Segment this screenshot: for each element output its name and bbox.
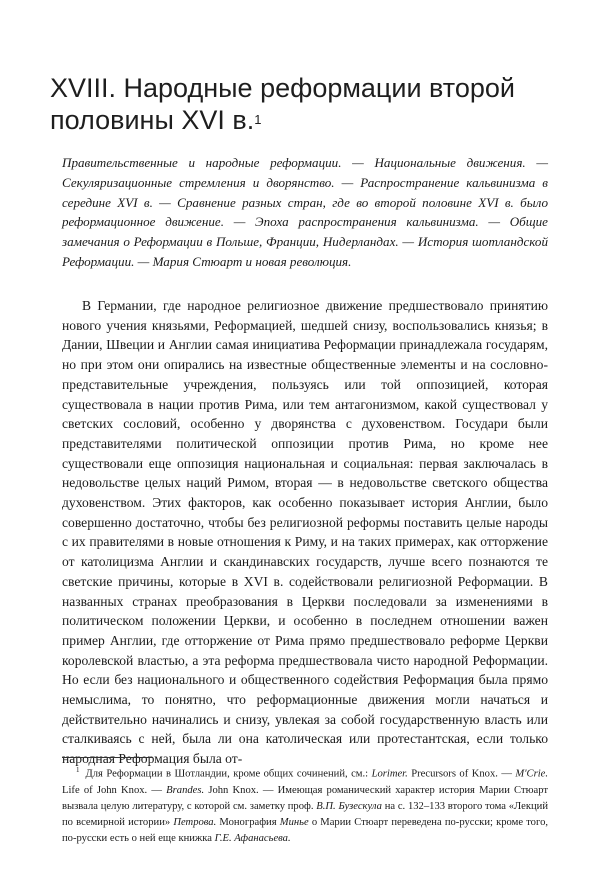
body-paragraph: В Германии, где народное религиозное движение предшествовало принятию нового учения князьями, Реформацией, шедшей снизу, воспользовались князья; в Дании, Швеции и Англии самая инициатива Реформации принадлежала государям, но при этом они опирались на известные общественные элементы и на сословно-представительные учреждения, пользуясь или той оппозицией, которая существовала в нации против Рима, или тем антагонизмом, какой существовал у светских сословий, особенно у дворянства с духовенством. Государи были представителями политической оппозиции против Рима, но кроме нее существовали еще оппозиция национальная и социальная: первая заключалась в недовольстве целых наций Римом, вторая — в недовольстве светского общества духовенством. Этих факторов, как особенно показывает история Англии, было совершенно достаточно, чтобы без религиозной реформы поставить целые народы с их правителями в новые отношения к Риму, и на таких примерах, как отторжение от католицизма Англии и скандинавских государств, лучше всего познаются те светские причины, которые в XVI в. содействовали религиозной Реформации. В названных странах преобразования в Церкви последовали за изменениями в политическом положении Церкви, и особенно в последнем отношении важен пример Англии, где отторжение от Рима прямо предшествовало реформе Церкви королевской властью, а эта реформа предшествовала чисто народной Реформации. Но если без национального и общественного содействия Реформация была прямо немыслима, то понятно, что реформационные движения могли начаться и действительно начинались и снизу, увлекая за собой государственную власть или сталкиваясь с ней, была ли она католическая или протестантская, если только народная Реформация была от- bbox=[62, 298, 548, 767]
footnote-author: Brandes. bbox=[166, 784, 205, 796]
footnote-author: Г.Е. Афанасьева. bbox=[214, 832, 291, 844]
footnote-separator bbox=[62, 757, 152, 758]
footnote-text: John Knox. — Имеющая романический характер история Марии Стюарт вызвала целую литературу, с которой см. заметку проф. bbox=[62, 784, 548, 812]
footnote-text: Precursors of Knox. — bbox=[407, 768, 516, 780]
chapter-summary: Правительственные и народные реформации. — Национальные движения. — Секуляризационные стремления и дворянство. — Распространение кальвинизма в середине XVI в. — Сравнение разных стран, где во второй половине XVI в. было реформационное движение. — Эпоха распространения кальвинизма. — Общие замечания о Реформации в Польше, Франции, Нидерландах. — История шотландской Реформации. — Мария Стюарт и новая революция. bbox=[62, 155, 548, 269]
footnote bbox=[62, 762, 548, 847]
footnote-text: на с. 132–133 второго тома «Лекций по всемирной истории» bbox=[62, 800, 548, 828]
footnote-author: Петрова. bbox=[173, 816, 217, 828]
footnote-text: Монография bbox=[216, 816, 280, 828]
footnote-text: Life of John Knox. — bbox=[62, 784, 167, 796]
footnote-text: о Марии Стюарт переведена по-русски; кроме того, по-русски есть о ней еще книжка bbox=[62, 816, 549, 844]
footnote-author: Минье bbox=[279, 816, 309, 828]
title-footnote-mark[interactable]: 1 bbox=[254, 112, 262, 127]
footnote-author: В.П. Бузескула bbox=[316, 800, 382, 812]
footnote-author: Lorimer. bbox=[371, 768, 408, 780]
footnote-text: Для Реформации в Шотландии, кроме общих сочинений, см.: bbox=[85, 768, 372, 780]
chapter-title bbox=[50, 72, 560, 141]
footnote-number: 1 bbox=[76, 766, 80, 774]
footnote-author: M'Crie. bbox=[515, 768, 548, 780]
chapter-title-text: XVIII. Народные реформации второй половины XVI в. bbox=[50, 73, 515, 135]
